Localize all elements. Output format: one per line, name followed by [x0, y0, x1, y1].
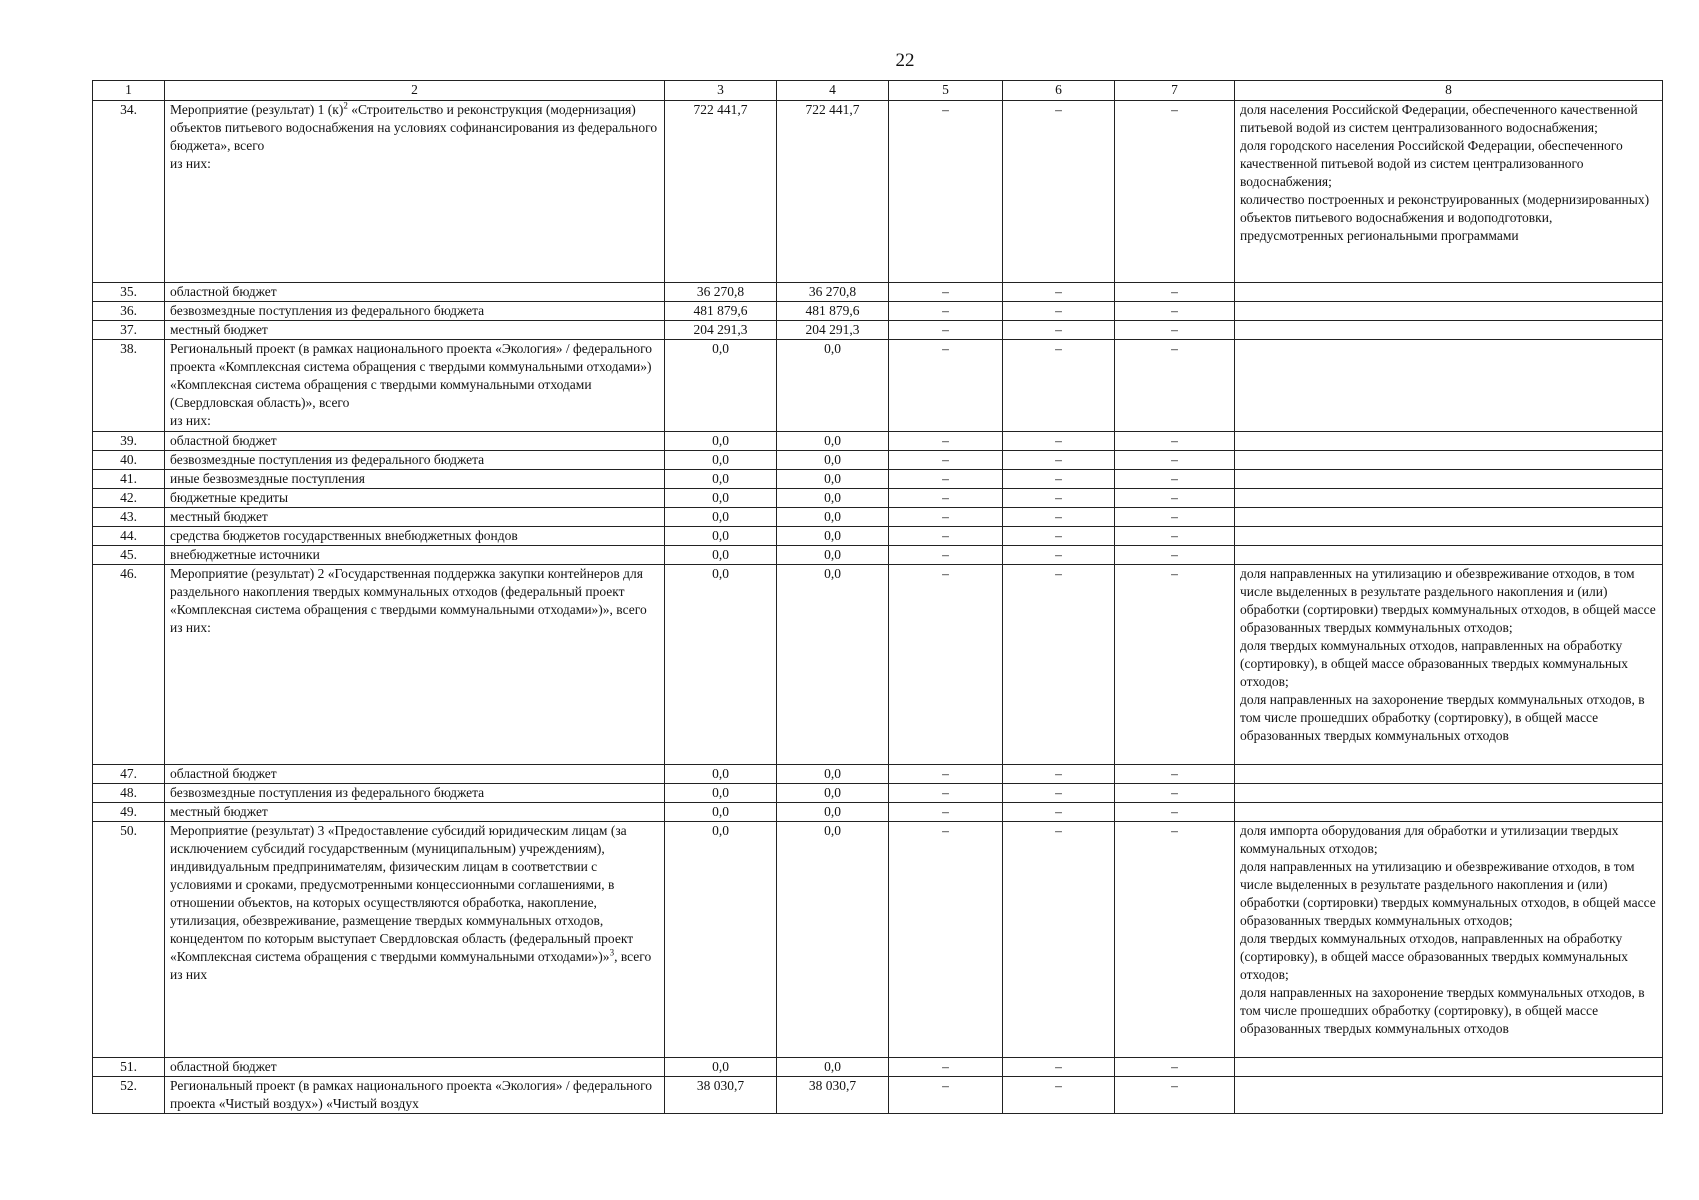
row-name — [165, 546, 665, 565]
value-col-4: 0,0 — [777, 340, 889, 432]
value-col-6: – — [1003, 822, 1115, 1058]
value-col-4: 0,0 — [777, 803, 889, 822]
row-name-text: безвозмездные поступления из федерального бюджета — [170, 785, 485, 800]
value-col-4: 0,0 — [777, 508, 889, 527]
value-col-6: – — [1003, 283, 1115, 302]
target-indicators — [1235, 283, 1663, 302]
value-col-5: – — [889, 451, 1003, 470]
value-col-5: – — [889, 302, 1003, 321]
value-col-6: – — [1003, 546, 1115, 565]
target-indicators — [1235, 546, 1663, 565]
value-col-3: 0,0 — [665, 546, 777, 565]
row-name — [165, 803, 665, 822]
target-indicators — [1235, 489, 1663, 508]
value-col-6: – — [1003, 432, 1115, 451]
value-col-4: 0,0 — [777, 546, 889, 565]
target-indicators — [1235, 1058, 1663, 1077]
header-cell-6: 6 — [1003, 81, 1115, 101]
row-name-text: бюджетные кредиты — [170, 490, 289, 505]
value-col-3: 0,0 — [665, 508, 777, 527]
value-col-6: – — [1003, 321, 1115, 340]
table-body — [93, 81, 1663, 1114]
table-row — [93, 1058, 1663, 1077]
table-header-row — [93, 81, 1663, 101]
value-col-6: – — [1003, 101, 1115, 283]
value-col-3: 0,0 — [665, 784, 777, 803]
value-col-3: 204 291,3 — [665, 321, 777, 340]
value-col-6: – — [1003, 765, 1115, 784]
header-cell-3: 3 — [665, 81, 777, 101]
value-col-5: – — [889, 803, 1003, 822]
target-indicators — [1235, 784, 1663, 803]
target-indicators — [1235, 765, 1663, 784]
row-name — [165, 302, 665, 321]
value-col-3: 0,0 — [665, 470, 777, 489]
row-name — [165, 565, 665, 765]
value-col-4: 481 879,6 — [777, 302, 889, 321]
value-col-6: – — [1003, 1077, 1115, 1114]
value-col-5: – — [889, 546, 1003, 565]
value-col-7: – — [1115, 451, 1235, 470]
footnote-mark: 2 — [343, 100, 348, 111]
value-col-3: 0,0 — [665, 1058, 777, 1077]
value-col-5: – — [889, 340, 1003, 432]
row-number: 44. — [93, 527, 165, 546]
row-name-text-rest: «Строительство и реконструкция (модернизация) объектов питьевого водоснабжения на условиях софинансирования из федерального бюджета», всего из них: — [170, 102, 658, 171]
value-col-7: – — [1115, 101, 1235, 283]
row-name — [165, 489, 665, 508]
row-name-text: Мероприятие (результат) 2 «Государственная поддержка закупки контейнеров для раздельного накопления твердых коммунальных отходов (федеральный проект «Комплексная система обращения с твердыми коммунальными отходами»)», всего из них: — [170, 566, 647, 635]
value-col-7: – — [1115, 283, 1235, 302]
target-indicators — [1235, 508, 1663, 527]
target-indicators — [1235, 302, 1663, 321]
value-col-5: – — [889, 1077, 1003, 1114]
value-col-7: – — [1115, 1077, 1235, 1114]
budget-table — [92, 80, 1663, 1114]
row-name-text: безвозмездные поступления из федерального бюджета — [170, 303, 485, 318]
table-row — [93, 451, 1663, 470]
value-col-5: – — [889, 822, 1003, 1058]
table-row — [93, 765, 1663, 784]
value-col-7: – — [1115, 565, 1235, 765]
value-col-7: – — [1115, 340, 1235, 432]
value-col-5: – — [889, 489, 1003, 508]
row-name-text: областной бюджет — [170, 766, 277, 781]
target-indicators — [1235, 527, 1663, 546]
value-col-6: – — [1003, 451, 1115, 470]
value-col-7: – — [1115, 1058, 1235, 1077]
row-number: 49. — [93, 803, 165, 822]
table-row — [93, 101, 1663, 283]
value-col-3: 0,0 — [665, 489, 777, 508]
row-name-text: Региональный проект (в рамках национального проекта «Экология» / федерального проекта «Комплексная система обращения с твердыми коммунальными отходами») «Комплексная система обращения с твердыми коммунальными отходами (Свердловская область)», всего из них: — [170, 341, 653, 428]
value-col-3: 481 879,6 — [665, 302, 777, 321]
value-col-6: – — [1003, 784, 1115, 803]
header-cell-8: 8 — [1235, 81, 1663, 101]
value-col-3: 36 270,8 — [665, 283, 777, 302]
row-number: 47. — [93, 765, 165, 784]
value-col-7: – — [1115, 470, 1235, 489]
page-number: 22 — [895, 50, 915, 71]
header-cell-1: 1 — [93, 81, 165, 101]
value-col-6: – — [1003, 302, 1115, 321]
row-name — [165, 527, 665, 546]
table-row — [93, 508, 1663, 527]
value-col-4: 0,0 — [777, 527, 889, 546]
table-row — [93, 340, 1663, 432]
value-col-4: 0,0 — [777, 432, 889, 451]
value-col-6: – — [1003, 470, 1115, 489]
value-col-3: 0,0 — [665, 565, 777, 765]
row-name — [165, 101, 665, 283]
row-name-text: местный бюджет — [170, 322, 268, 337]
value-col-5: – — [889, 101, 1003, 283]
table-row — [93, 565, 1663, 765]
row-name — [165, 432, 665, 451]
value-col-4: 0,0 — [777, 822, 889, 1058]
value-col-4: 204 291,3 — [777, 321, 889, 340]
value-col-6: – — [1003, 508, 1115, 527]
value-col-5: – — [889, 508, 1003, 527]
target-indicators — [1235, 470, 1663, 489]
table-row — [93, 822, 1663, 1058]
header-cell-5: 5 — [889, 81, 1003, 101]
row-number: 51. — [93, 1058, 165, 1077]
row-name — [165, 508, 665, 527]
row-number: 34. — [93, 101, 165, 283]
value-col-6: – — [1003, 527, 1115, 546]
row-number: 35. — [93, 283, 165, 302]
row-number: 41. — [93, 470, 165, 489]
row-name — [165, 1077, 665, 1114]
value-col-7: – — [1115, 527, 1235, 546]
row-name — [165, 340, 665, 432]
value-col-3: 0,0 — [665, 527, 777, 546]
value-col-4: 38 030,7 — [777, 1077, 889, 1114]
row-name — [165, 1058, 665, 1077]
value-col-5: – — [889, 321, 1003, 340]
value-col-5: – — [889, 784, 1003, 803]
row-name-text: местный бюджет — [170, 509, 268, 524]
table-row — [93, 1077, 1663, 1114]
value-col-3: 722 441,7 — [665, 101, 777, 283]
target-indicators — [1235, 432, 1663, 451]
target-indicators — [1235, 451, 1663, 470]
row-name-text: средства бюджетов государственных внебюджетных фондов — [170, 528, 518, 543]
value-col-7: – — [1115, 803, 1235, 822]
value-col-3: 0,0 — [665, 432, 777, 451]
value-col-3: 0,0 — [665, 340, 777, 432]
value-col-4: 0,0 — [777, 1058, 889, 1077]
row-number: 50. — [93, 822, 165, 1058]
table-row — [93, 803, 1663, 822]
value-col-4: 0,0 — [777, 565, 889, 765]
row-name-text: безвозмездные поступления из федерального бюджета — [170, 452, 485, 467]
row-number: 38. — [93, 340, 165, 432]
value-col-6: – — [1003, 803, 1115, 822]
row-name — [165, 470, 665, 489]
target-indicators: доля импорта оборудования для обработки и утилизации твердых коммунальных отходов; доля направленных на утилизацию и обезвреживание отходов, в том числе выделенных в результате раздельного накопления и (или) обработки (сортировки) твердых коммунальных отходов, в общей массе образованных твердых коммунальных отходов; доля твердых коммунальных отходов, направленных на обработку (сортировку), в общей массе образованных твердых коммунальных отходов; доля направленных на захоронение твердых коммунальных отходов, в том числе прошедших обработку (сортировку), в общей массе образованных твердых коммунальных отходов — [1235, 822, 1663, 1058]
value-col-6: – — [1003, 340, 1115, 432]
value-col-5: – — [889, 765, 1003, 784]
row-name — [165, 765, 665, 784]
value-col-4: 36 270,8 — [777, 283, 889, 302]
value-col-4: 0,0 — [777, 470, 889, 489]
value-col-4: 0,0 — [777, 765, 889, 784]
row-name-text: Региональный проект (в рамках национального проекта «Экология» / федерального проекта «Чистый воздух») «Чистый воздух — [170, 1078, 653, 1111]
value-col-6: – — [1003, 1058, 1115, 1077]
row-number: 37. — [93, 321, 165, 340]
value-col-3: 0,0 — [665, 451, 777, 470]
value-col-4: 722 441,7 — [777, 101, 889, 283]
table-row — [93, 302, 1663, 321]
row-name — [165, 451, 665, 470]
value-col-7: – — [1115, 508, 1235, 527]
table-row — [93, 432, 1663, 451]
header-cell-2: 2 — [165, 81, 665, 101]
target-indicators — [1235, 321, 1663, 340]
value-col-5: – — [889, 1058, 1003, 1077]
row-name-text-rest: , всего из них — [170, 949, 652, 982]
row-name-text: иные безвозмездные поступления — [170, 471, 365, 486]
table-row — [93, 784, 1663, 803]
footnote-mark: 3 — [609, 947, 615, 958]
row-number: 45. — [93, 546, 165, 565]
row-name-text: областной бюджет — [170, 433, 277, 448]
table-row — [93, 527, 1663, 546]
target-indicators: доля направленных на утилизацию и обезвреживание отходов, в том числе выделенных в результате раздельного накопления и (или) обработки (сортировки) твердых коммунальных отходов, в общей массе образованных твердых коммунальных отходов; доля твердых коммунальных отходов, направленных на обработку (сортировку), в общей массе образованных твердых коммунальных отходов; доля направленных на захоронение твердых коммунальных отходов, в том числе прошедших обработку (сортировку), в общей массе образованных твердых коммунальных отходов — [1235, 565, 1663, 765]
row-number: 42. — [93, 489, 165, 508]
value-col-6: – — [1003, 489, 1115, 508]
value-col-5: – — [889, 432, 1003, 451]
value-col-7: – — [1115, 302, 1235, 321]
value-col-7: – — [1115, 489, 1235, 508]
row-name — [165, 822, 665, 1058]
header-cell-4: 4 — [777, 81, 889, 101]
row-number: 36. — [93, 302, 165, 321]
value-col-3: 38 030,7 — [665, 1077, 777, 1114]
table-row — [93, 283, 1663, 302]
target-indicators: доля населения Российской Федерации, обеспеченного качественной питьевой водой из систем централизованного водоснабжения; доля городского населения Российской Федерации, обеспеченного качественной питьевой водой из систем централизованного водоснабжения; количество построенных и реконструированных (модернизированных) объектов питьевого водоснабжения и водоподготовки, предусмотренных региональными программами — [1235, 101, 1663, 283]
row-name — [165, 784, 665, 803]
value-col-4: 0,0 — [777, 489, 889, 508]
value-col-7: – — [1115, 784, 1235, 803]
row-number: 39. — [93, 432, 165, 451]
table-row — [93, 470, 1663, 489]
value-col-5: – — [889, 565, 1003, 765]
value-col-7: – — [1115, 546, 1235, 565]
value-col-6: – — [1003, 565, 1115, 765]
value-col-5: – — [889, 470, 1003, 489]
value-col-5: – — [889, 283, 1003, 302]
row-name-text: Мероприятие (результат) 3 «Предоставление субсидий юридическим лицам (за исключением субсидий государственным (муниципальным) учреждениям), индивидуальным предпринимателям, физическим лицам в соответствии с условиями и сроками, предусмотренными концессионными соглашениями, в отношении объектов, на которых осуществляются обработка, накопление, утилизация, обезвреживание, размещение твердых коммунальных отходов, концедентом по которым выступает Свердловская область (федеральный проект «Комплексная система обращения с твердыми коммунальными отходами»)» — [170, 823, 634, 964]
row-name-text: внебюджетные источники — [170, 547, 320, 562]
row-name — [165, 321, 665, 340]
value-col-3: 0,0 — [665, 803, 777, 822]
table-row — [93, 489, 1663, 508]
value-col-7: – — [1115, 321, 1235, 340]
header-cell-7: 7 — [1115, 81, 1235, 101]
row-number: 43. — [93, 508, 165, 527]
value-col-7: – — [1115, 432, 1235, 451]
value-col-3: 0,0 — [665, 822, 777, 1058]
target-indicators — [1235, 340, 1663, 432]
value-col-3: 0,0 — [665, 765, 777, 784]
target-indicators — [1235, 1077, 1663, 1114]
value-col-5: – — [889, 527, 1003, 546]
row-name-text: Мероприятие (результат) 1 (к) — [170, 102, 344, 117]
table-row — [93, 321, 1663, 340]
row-number: 52. — [93, 1077, 165, 1114]
value-col-7: – — [1115, 765, 1235, 784]
value-col-4: 0,0 — [777, 451, 889, 470]
table-row — [93, 546, 1663, 565]
row-number: 46. — [93, 565, 165, 765]
row-number: 40. — [93, 451, 165, 470]
row-name-text: областной бюджет — [170, 1059, 277, 1074]
row-name — [165, 283, 665, 302]
row-name-text: областной бюджет — [170, 284, 277, 299]
row-name-text: местный бюджет — [170, 804, 268, 819]
value-col-4: 0,0 — [777, 784, 889, 803]
value-col-7: – — [1115, 822, 1235, 1058]
target-indicators — [1235, 803, 1663, 822]
row-number: 48. — [93, 784, 165, 803]
